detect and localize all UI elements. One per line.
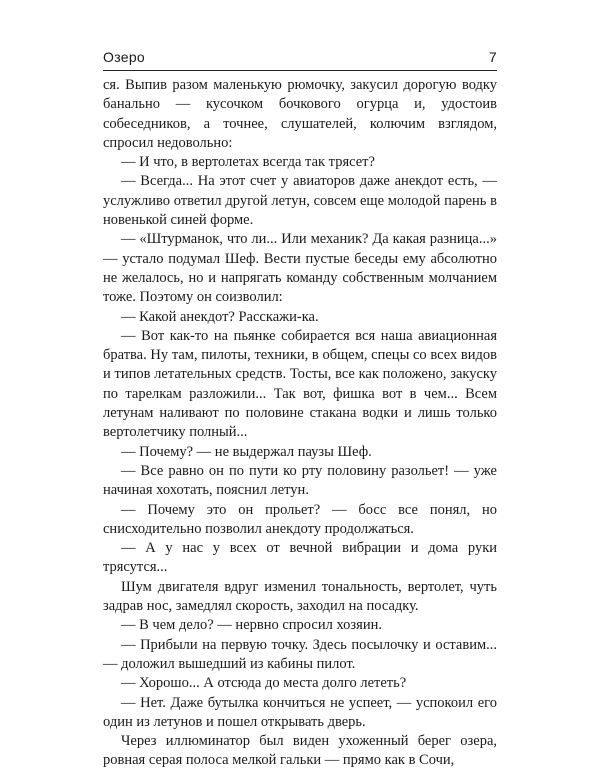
page-number: 7 <box>488 49 497 65</box>
running-header <box>103 49 497 65</box>
paragraph: — Нет. Даже бутылка кончиться не успеет, — успокоил его один из летунов и пошел открывать дверь. <box>103 694 497 730</box>
paragraph: — «Штурманок, что ли... Или механик? Да какая разница...» — устало подумал Шеф. Вести пустые беседы ему абсолютно не желалось, но и напрягать команду собственным молчанием тоже. Поэтому он соизволил: <box>103 231 497 306</box>
paragraph: — Почему это он прольет? — босс все понял, но снисходительно позволил анекдоту продолжаться. <box>103 501 497 537</box>
paragraph: — И что, в вертолетах всегда так трясет? <box>121 154 375 171</box>
header-rule <box>103 70 497 71</box>
paragraph: — В чем дело? — нервно спросил хозяин. <box>121 617 382 634</box>
paragraph: — Хорошо... А отсюда до места долго лететь? <box>121 675 407 692</box>
paragraph: Шум двигателя вдруг изменил тональность, вертолет, чуть задрав нос, замедлял скорость, заходил на посадку. <box>103 578 497 615</box>
paragraph: — Вот как-то на пьянке собирается вся наша авиационная братва. Ну там, пилоты, техники, в общем, спецы со всех видов и типов летательных средств. Тосты, все как положено, закуску по тарелкам разложили... Так вот, фишка вот в чем... Всем летунам наливают по половине стакана водки и лишь только вертолетчику полный... <box>103 327 497 441</box>
running-title: Озеро <box>103 49 146 65</box>
paragraph: — Почему? — не выдержал паузы Шеф. <box>121 443 372 460</box>
paragraph: Через иллюминатор был виден ухоженный берег озера, ровная серая полоса мелкой гальки — прямо как в Сочи, <box>103 733 497 769</box>
paragraph: ся. Выпив разом маленькую рюмочку, закусил дорогую водку банально — кусочком бочкового огурца и, удостоив собеседников, а точнее, слушателей, колючим взглядом, спросил недовольно: <box>103 77 497 151</box>
paragraph: — Всегда... На этот счет у авиаторов даже анекдот есть, — услужливо ответил другой летун, совсем еще молодой парень в новенькой синей форме. <box>103 173 497 229</box>
page-body <box>103 76 497 771</box>
paragraph: — А у нас у всех от вечной вибрации и дома руки трясутся... <box>103 540 497 576</box>
paragraph: — Все равно он по пути ко рту половину разольет! — уже начиная хохотать, пояснил летун. <box>103 462 497 499</box>
paragraph: — Какой анекдот? Расскажи-ка. <box>121 308 319 325</box>
paragraph: — Прибыли на первую точку. Здесь посылочку и оставим... — доложил вышедший из кабины пилот. <box>103 636 497 672</box>
